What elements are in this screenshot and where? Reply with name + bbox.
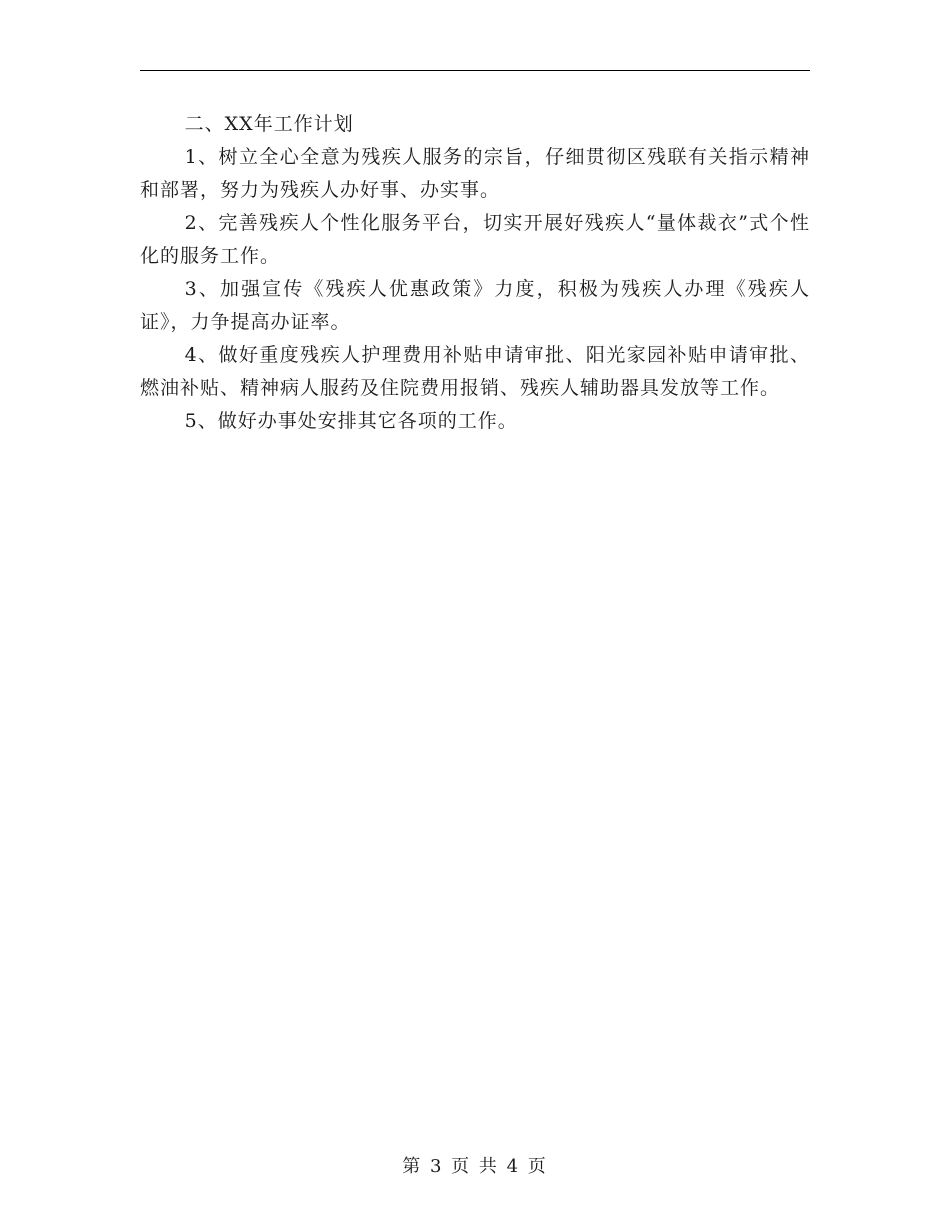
plan-item-5: 5、做好办事处安排其它各项的工作。 [184, 410, 518, 432]
page-footer [0, 1152, 950, 1178]
plan-item-3: 3、加强宣传《残疾人优惠政策》力度，积极为残疾人办理《残疾人证》，力争提高办证率。 [140, 278, 810, 333]
plan-item-2: 2、完善残疾人个性化服务平台，切实开展好残疾人“量体裁衣”式个性化的服务工作。 [140, 212, 810, 267]
document-body [140, 108, 810, 438]
plan-item-4: 4、做好重度残疾人护理费用补贴申请审批、阳光家园补贴申请审批、燃油补贴、精神病人服药及住院费用报销、残疾人辅助器具发放等工作。 [140, 344, 810, 399]
plan-item-1: 1、树立全心全意为残疾人服务的宗旨，仔细贯彻区残联有关指示精神和部署，努力为残疾人办好事、办实事。 [140, 146, 810, 201]
section-heading: 二、XX年工作计划 [184, 113, 354, 135]
header-rule [140, 70, 810, 71]
page-number-label: 第 3 页 共 4 页 [402, 1156, 548, 1177]
